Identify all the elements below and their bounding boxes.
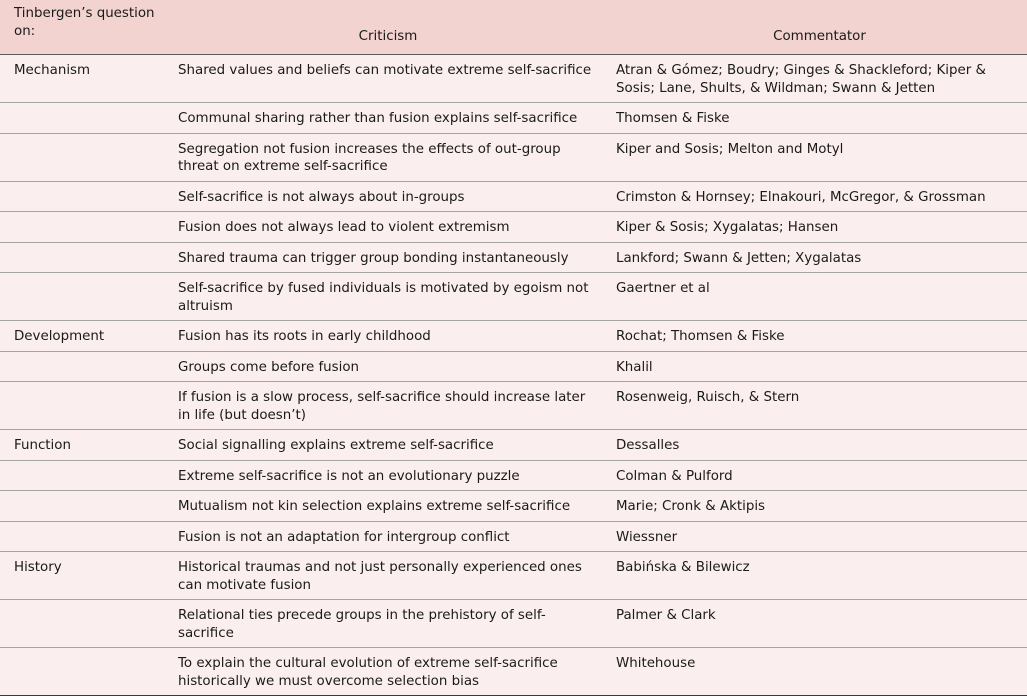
- table-row: [0, 273, 1027, 321]
- table-row: [0, 181, 1027, 212]
- cell-commentator: Atran & Gómez; Boudry; Ginges & Shackleford; Kiper & Sosis; Lane, Shults, & Wildman; Swann & Jetten: [602, 55, 1027, 103]
- cell-criticism: Relational ties precede groups in the prehistory of self-sacrifice: [164, 600, 602, 648]
- header-commentator: Commentator: [602, 0, 1027, 55]
- table-row: [0, 600, 1027, 648]
- table-row: [0, 212, 1027, 243]
- cell-commentator: Kiper & Sosis; Xygalatas; Hansen: [602, 212, 1027, 243]
- table-row: [0, 321, 1027, 352]
- cell-question: [0, 212, 164, 243]
- table-row: [0, 382, 1027, 430]
- table-row: [0, 55, 1027, 103]
- cell-criticism: If fusion is a slow process, self-sacrifice should increase later in life (but doesn’t): [164, 382, 602, 430]
- cell-commentator: Crimston & Hornsey; Elnakouri, McGregor, & Grossman: [602, 181, 1027, 212]
- cell-commentator: Colman & Pulford: [602, 460, 1027, 491]
- cell-commentator: Palmer & Clark: [602, 600, 1027, 648]
- table-row: [0, 351, 1027, 382]
- cell-question: Function: [0, 430, 164, 461]
- cell-question: Development: [0, 321, 164, 352]
- header-criticism: Criticism: [164, 0, 602, 55]
- table-row: [0, 242, 1027, 273]
- cell-question: [0, 648, 164, 696]
- cell-commentator: Lankford; Swann & Jetten; Xygalatas: [602, 242, 1027, 273]
- cell-commentator: Rosenweig, Ruisch, & Stern: [602, 382, 1027, 430]
- cell-question: Mechanism: [0, 55, 164, 103]
- cell-criticism: Fusion has its roots in early childhood: [164, 321, 602, 352]
- table-row: [0, 460, 1027, 491]
- table-row: [0, 521, 1027, 552]
- cell-commentator: Rochat; Thomsen & Fiske: [602, 321, 1027, 352]
- table-header-row: [0, 0, 1027, 55]
- cell-criticism: Segregation not fusion increases the effects of out-group threat on extreme self-sacrifice: [164, 133, 602, 181]
- cell-criticism: Fusion is not an adaptation for intergroup conflict: [164, 521, 602, 552]
- table-row: [0, 491, 1027, 522]
- cell-criticism: Self-sacrifice is not always about in-groups: [164, 181, 602, 212]
- cell-criticism: Groups come before fusion: [164, 351, 602, 382]
- cell-commentator: Babińska & Bilewicz: [602, 552, 1027, 600]
- cell-question: History: [0, 552, 164, 600]
- cell-commentator: Marie; Cronk & Aktipis: [602, 491, 1027, 522]
- cell-commentator: Dessalles: [602, 430, 1027, 461]
- cell-criticism: Fusion does not always lead to violent extremism: [164, 212, 602, 243]
- table-row: [0, 648, 1027, 696]
- header-question: Tinbergen’s question on:: [0, 0, 164, 55]
- cell-commentator: Gaertner et al: [602, 273, 1027, 321]
- cell-criticism: To explain the cultural evolution of extreme self-sacrifice historically we must overcome selection bias: [164, 648, 602, 696]
- cell-commentator: Kiper and Sosis; Melton and Motyl: [602, 133, 1027, 181]
- cell-question: [0, 103, 164, 134]
- cell-criticism: Communal sharing rather than fusion explains self-sacrifice: [164, 103, 602, 134]
- cell-question: [0, 351, 164, 382]
- cell-question: [0, 600, 164, 648]
- cell-question: [0, 460, 164, 491]
- table-row: [0, 133, 1027, 181]
- cell-question: [0, 521, 164, 552]
- cell-question: [0, 181, 164, 212]
- cell-commentator: Thomsen & Fiske: [602, 103, 1027, 134]
- cell-question: [0, 273, 164, 321]
- cell-question: [0, 382, 164, 430]
- cell-criticism: Self-sacrifice by fused individuals is motivated by egoism not altruism: [164, 273, 602, 321]
- cell-commentator: Khalil: [602, 351, 1027, 382]
- cell-question: [0, 491, 164, 522]
- cell-criticism: Shared values and beliefs can motivate extreme self-sacrifice: [164, 55, 602, 103]
- cell-criticism: Extreme self-sacrifice is not an evolutionary puzzle: [164, 460, 602, 491]
- cell-criticism: Social signalling explains extreme self-sacrifice: [164, 430, 602, 461]
- table-row: [0, 103, 1027, 134]
- table-row: [0, 430, 1027, 461]
- cell-commentator: Wiessner: [602, 521, 1027, 552]
- cell-criticism: Shared trauma can trigger group bonding instantaneously: [164, 242, 602, 273]
- table-body: [0, 55, 1027, 696]
- table-row: [0, 552, 1027, 600]
- cell-criticism: Mutualism not kin selection explains extreme self-sacrifice: [164, 491, 602, 522]
- cell-question: [0, 242, 164, 273]
- cell-criticism: Historical traumas and not just personally experienced ones can motivate fusion: [164, 552, 602, 600]
- cell-question: [0, 133, 164, 181]
- cell-commentator: Whitehouse: [602, 648, 1027, 696]
